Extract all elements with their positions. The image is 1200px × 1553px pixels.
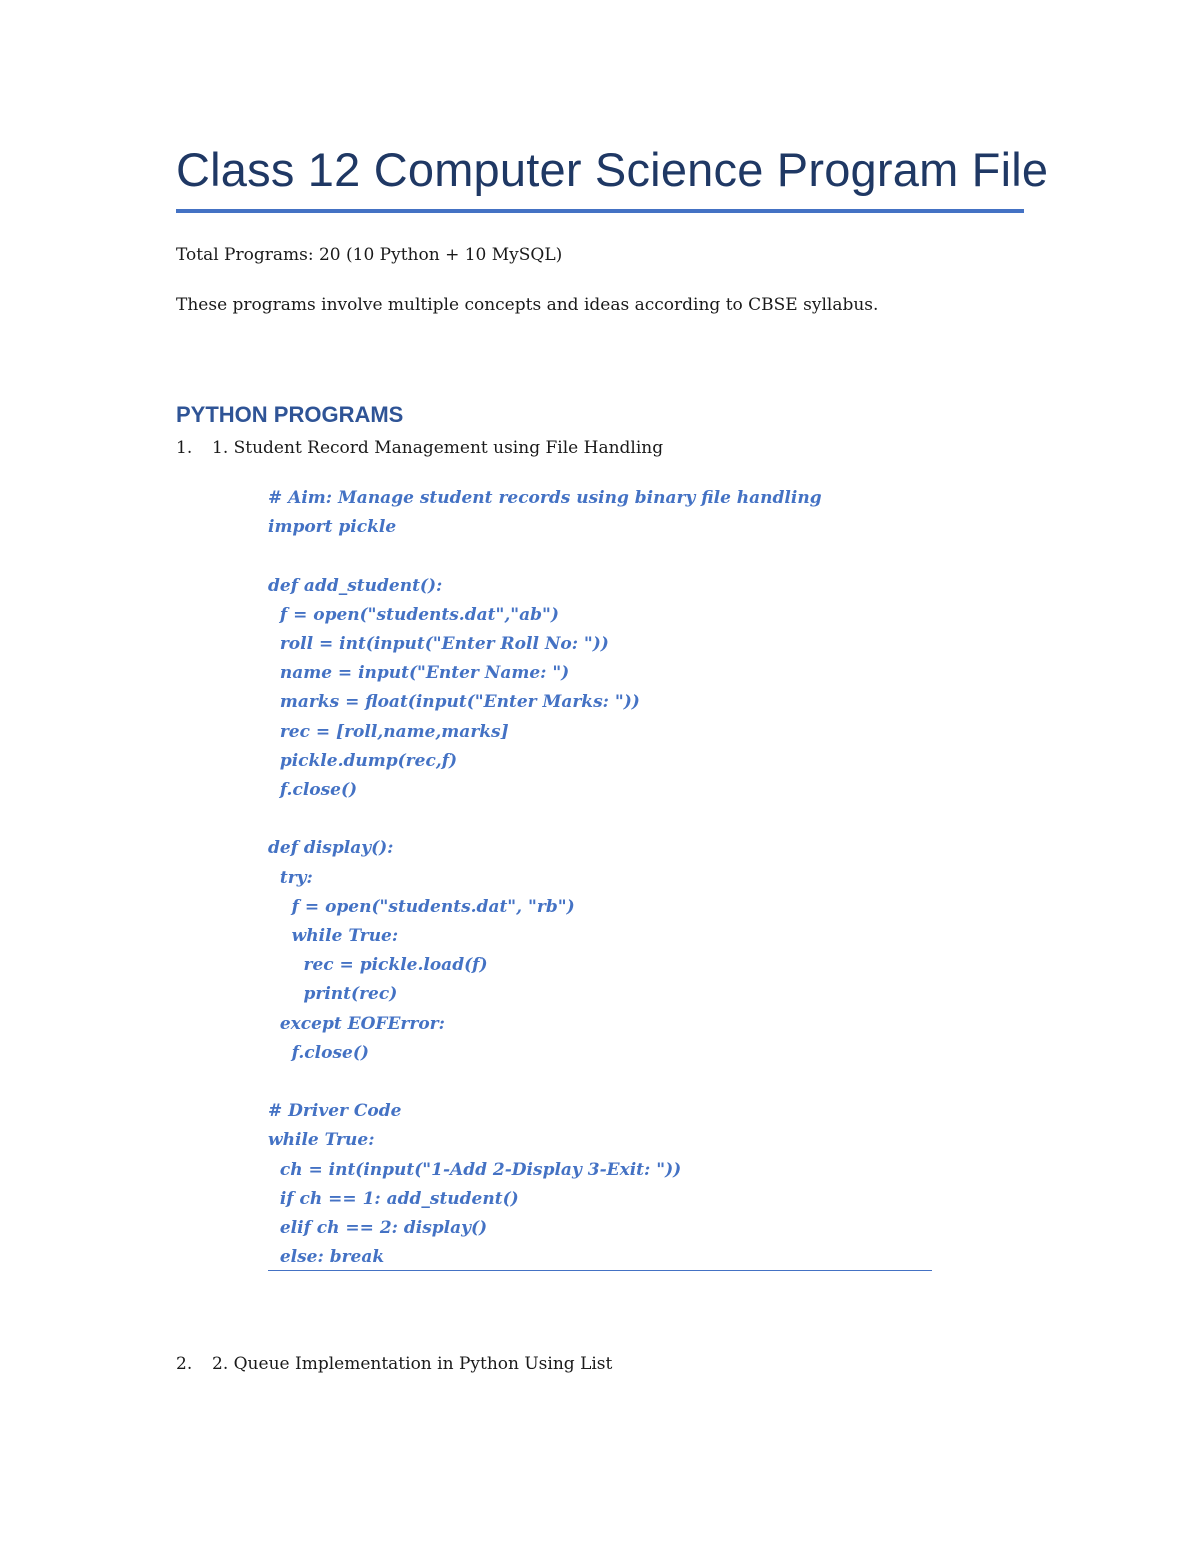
code-block-divider xyxy=(268,1270,932,1271)
program-1-code-block: # Aim: Manage student records using binary file handling import pickle def add_student(): f = open("students.dat","ab") roll = int(input("Enter Roll No: ")) name = input("Enter Name: ") marks = float(input("Enter Marks: ")) rec = [roll,name,marks] pickle.dump(rec,f) f.close() def display(): try: f = open("students.dat", "rb") while True: rec = pickle.load(f) print(rec) except EOFError: f.close() # Driver Code while True: ch = int(input("1-Add 2-Display 3-Exit: ")) if ch == 1: add_student() elif ch == 2: display() else: break xyxy=(268,488,822,1268)
program-1-number: 1. xyxy=(176,438,193,458)
program-2-title: 2. Queue Implementation in Python Using List xyxy=(212,1354,613,1374)
syllabus-note-text: These programs involve multiple concepts and ideas according to CBSE syllabus. xyxy=(176,295,879,315)
title-underline xyxy=(176,209,1024,213)
document-title: Class 12 Computer Science Program File xyxy=(176,143,1049,196)
program-2-number: 2. xyxy=(176,1354,193,1374)
total-programs-text: Total Programs: 20 (10 Python + 10 MySQL) xyxy=(176,245,563,265)
section-heading-python: PYTHON PROGRAMS xyxy=(176,402,404,427)
program-1-title: 1. Student Record Management using File Handling xyxy=(212,438,664,458)
program-1-list-item xyxy=(176,438,663,458)
program-2-list-item xyxy=(176,1354,612,1374)
